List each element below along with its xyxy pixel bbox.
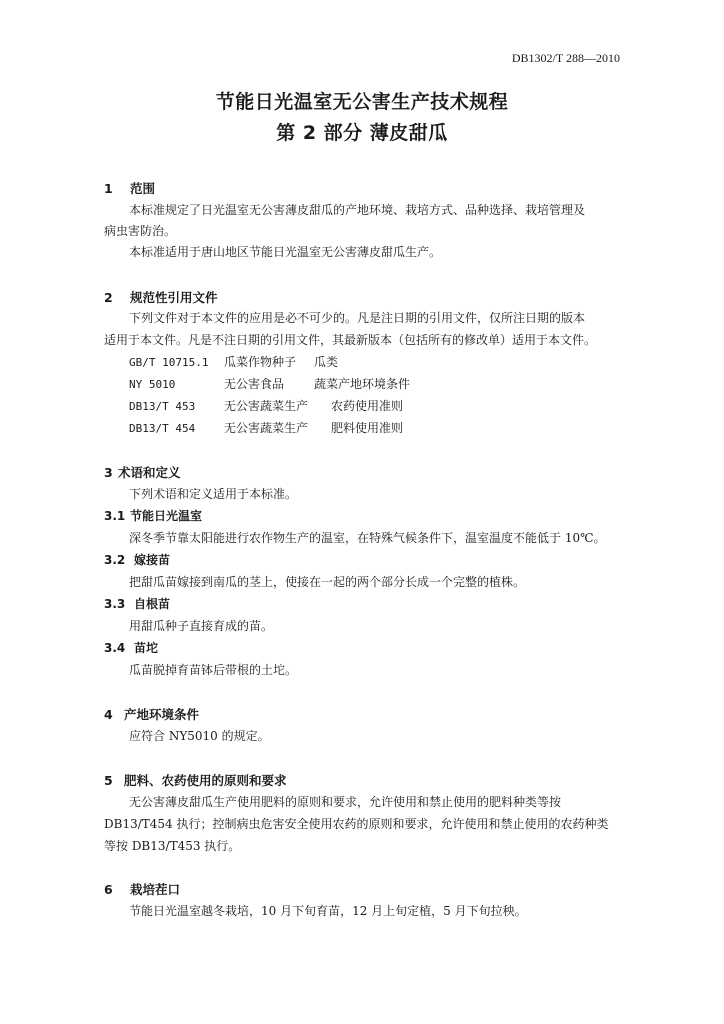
paragraph-line: 本标准适用于唐山地区节能日光温室无公害薄皮甜瓜生产。	[129, 245, 442, 259]
section-number: 4	[104, 707, 113, 722]
reference-subtitle: 瓜类	[314, 355, 339, 369]
section-title: 范围	[130, 181, 156, 196]
reference-code: DB13/T 454	[129, 422, 196, 435]
paragraph-line: 等按 DB13/T453 执行。	[104, 839, 241, 853]
document-subtitle: 第 2 部分 薄皮甜瓜	[276, 122, 448, 144]
section-title: 规范性引用文件	[130, 290, 218, 305]
reference-subtitle: 蔬菜产地环境条件	[314, 377, 411, 391]
paragraph-line: 下列术语和定义适用于本标准。	[129, 487, 298, 501]
subsection-title: 自根苗	[134, 597, 171, 611]
section-5-heading	[104, 771, 287, 789]
subsection-heading	[104, 551, 170, 568]
subsection-title: 嫁接苗	[134, 553, 171, 567]
subsection-number: 3.2	[104, 553, 126, 567]
definition-text: 瓜苗脱掉育苗钵后带根的土坨。	[129, 663, 298, 677]
section-title: 术语和定义	[118, 465, 181, 480]
subsection-number: 3.4	[104, 641, 126, 655]
definition-text: 用甜瓜种子直接育成的苗。	[129, 619, 274, 633]
subsection-heading	[104, 507, 202, 524]
section-6-heading	[104, 880, 180, 898]
reference-subtitle: 肥料使用准则	[331, 421, 404, 435]
paragraph-line: 本标准规定了日光温室无公害薄皮甜瓜的产地环境、栽培方式、品种选择、栽培管理及	[129, 203, 586, 217]
paragraph-line: 下列文件对于本文件的应用是必不可少的。凡是注日期的引用文件，仅所注日期的版本	[129, 311, 586, 325]
section-number: 5	[104, 773, 113, 788]
section-4-heading	[104, 705, 199, 723]
section-2-heading	[104, 288, 218, 306]
definition-text: 把甜瓜苗嫁接到南瓜的茎上，使接在一起的两个部分长成一个完整的植株。	[129, 575, 526, 589]
reference-title: 瓜菜作物种子	[224, 355, 297, 369]
reference-subtitle: 农药使用准则	[331, 399, 404, 413]
document-id: DB1302/T 288—2010	[511, 51, 620, 65]
document-title: 节能日光温室无公害生产技术规程	[215, 91, 509, 113]
reference-code: GB/T 10715.1	[129, 356, 209, 369]
section-1-heading	[104, 179, 155, 197]
subsection-heading	[104, 595, 170, 612]
section-number: 2	[104, 290, 113, 305]
subsection-heading	[104, 639, 158, 656]
section-number: 6	[104, 882, 113, 897]
paragraph-line: 应符合 NY5010 的规定。	[129, 729, 270, 743]
subsection-number: 3.3	[104, 597, 126, 611]
reference-entry	[129, 419, 403, 436]
subsection-number: 3.1	[104, 509, 126, 523]
paragraph-line: DB13/T454 执行；控制病虫危害安全使用农药的原则和要求，允许使用和禁止使用的农药种类	[104, 817, 609, 831]
reference-entry	[129, 397, 403, 414]
section-number: 1	[104, 181, 113, 196]
section-title: 栽培茬口	[130, 882, 181, 897]
definition-text: 深冬季节靠太阳能进行农作物生产的温室，在特殊气候条件下，温室温度不能低于 10℃。	[129, 531, 606, 545]
section-number: 3	[104, 465, 113, 480]
reference-code: DB13/T 453	[129, 400, 196, 413]
section-title: 产地环境条件	[124, 707, 200, 722]
paragraph-line: 节能日光温室越冬栽培，10 月下旬育苗，12 月上旬定植，5 月下旬拉秧。	[129, 904, 527, 918]
paragraph-line: 无公害薄皮甜瓜生产使用肥料的原则和要求，允许使用和禁止使用的肥料种类等按	[129, 795, 562, 809]
section-3-heading	[104, 463, 181, 481]
subsection-title: 苗坨	[134, 641, 159, 655]
reference-entry	[129, 353, 338, 370]
reference-title: 无公害蔬菜生产	[224, 399, 309, 413]
paragraph-line: 适用于本文件。凡是不注日期的引用文件，其最新版本（包括所有的修改单）适用于本文件。	[104, 333, 597, 347]
reference-title: 无公害食品	[224, 377, 285, 391]
paragraph-line: 病虫害防治。	[104, 224, 177, 238]
reference-entry	[129, 375, 410, 392]
subsection-title: 节能日光温室	[130, 509, 203, 523]
section-title: 肥料、农药使用的原则和要求	[124, 773, 287, 788]
reference-code: NY 5010	[129, 378, 176, 391]
reference-title: 无公害蔬菜生产	[224, 421, 309, 435]
